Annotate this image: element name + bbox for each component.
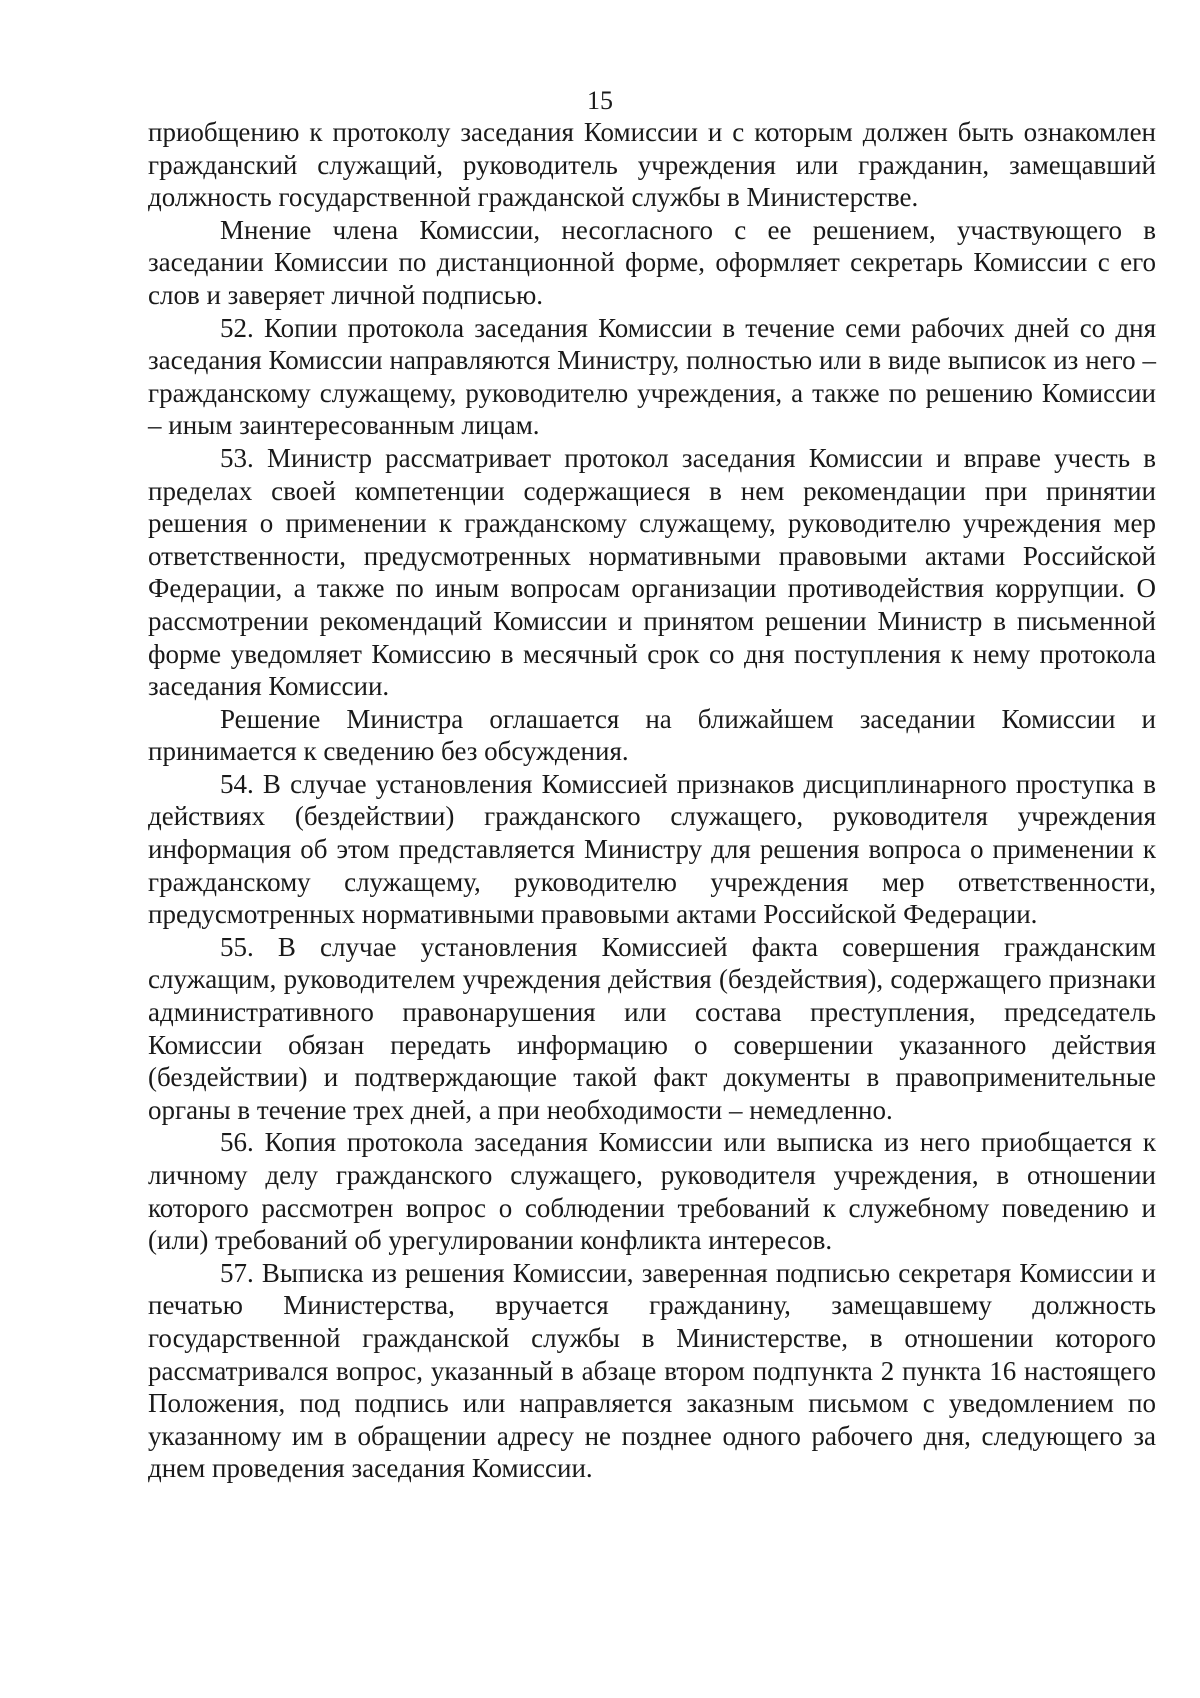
paragraph-continuation: приобщению к протоколу заседания Комиссии и с которым должен быть ознакомлен гражданский служащий, руководитель учреждения или гражданин, замещавший должность государственной гражданской службы в Министерстве. (148, 117, 1156, 213)
paragraph-item-56: 56. Копия протокола заседания Комиссии или выписка из него приобщается к личному делу гражданского служащего, руководителя учреждения, в отношении которого рассмотрен вопрос о соблюдении требований к служебному поведению и (или) требований об урегулировании конфликта интересов. (148, 1127, 1156, 1256)
paragraph-dissent-opinion: Мнение члена Комиссии, несогласного с ее решением, участвующего в заседании Комиссии по дистанционной форме, оформляет секретарь Комиссии с его слов и заверяет личной подписью. (148, 214, 1156, 310)
paragraph-item-57: 57. Выписка из решения Комиссии, заверенная подписью секретаря Комиссии и печатью Министерства, вручается гражданину, замещавшему должность государственной гражданской службы в Министерстве, в отношении которого рассматривался вопрос, указанный в абзаце втором подпункта 2 пункта 16 настоящего Положения, под подпись или направляется заказным письмом с уведомлением по указанному им в обращении адресу не позднее одного рабочего дня, следующего за днем проведения заседания Комиссии. (148, 1257, 1156, 1484)
document-body (148, 116, 1156, 1485)
page-number: 15 (587, 86, 613, 115)
paragraph-item-53: 53. Министр рассматривает протокол заседания Комиссии и вправе учесть в пределах своей компетенции содержащиеся в нем рекомендации при принятии решения о применении к гражданскому служащему, руководителю учреждения мер ответственности, предусмотренных нормативными правовыми актами Российской Федерации, а также по иным вопросам организации противодействия коррупции. О рассмотрении рекомендаций Комиссии и принятом решении Министр в письменной форме уведомляет Комиссию в месячный срок со дня поступления к нему протокола заседания Комиссии. (148, 442, 1156, 702)
paragraph-item-54: 54. В случае установления Комиссией признаков дисциплинарного проступка в действиях (бездействии) гражданского служащего, руководителя учреждения информация об этом представляется Министру для решения вопроса о применении к гражданскому служащему, руководителю учреждения мер ответственности, предусмотренных нормативными правовыми актами Российской Федерации. (148, 768, 1156, 930)
paragraph-item-55: 55. В случае установления Комиссией факта совершения гражданским служащим, руководителем учреждения действия (бездействия), содержащего признаки административного правонарушения или состава преступления, председатель Комиссии обязан передать информацию о совершении указанного действия (бездействии) и подтверждающие такой факт документы в правоприменительные органы в течение трех дней, а при необходимости – немедленно. (148, 931, 1156, 1125)
paragraph-minister-decision: Решение Министра оглашается на ближайшем заседании Комиссии и принимается к сведению без обсуждения. (148, 703, 1156, 767)
paragraph-item-52: 52. Копии протокола заседания Комиссии в течение семи рабочих дней со дня заседания Комиссии направляются Министру, полностью или в виде выписок из него – гражданскому служащему, руководителю учреждения, а также по решению Комиссии – иным заинтересованным лицам. (148, 312, 1156, 441)
